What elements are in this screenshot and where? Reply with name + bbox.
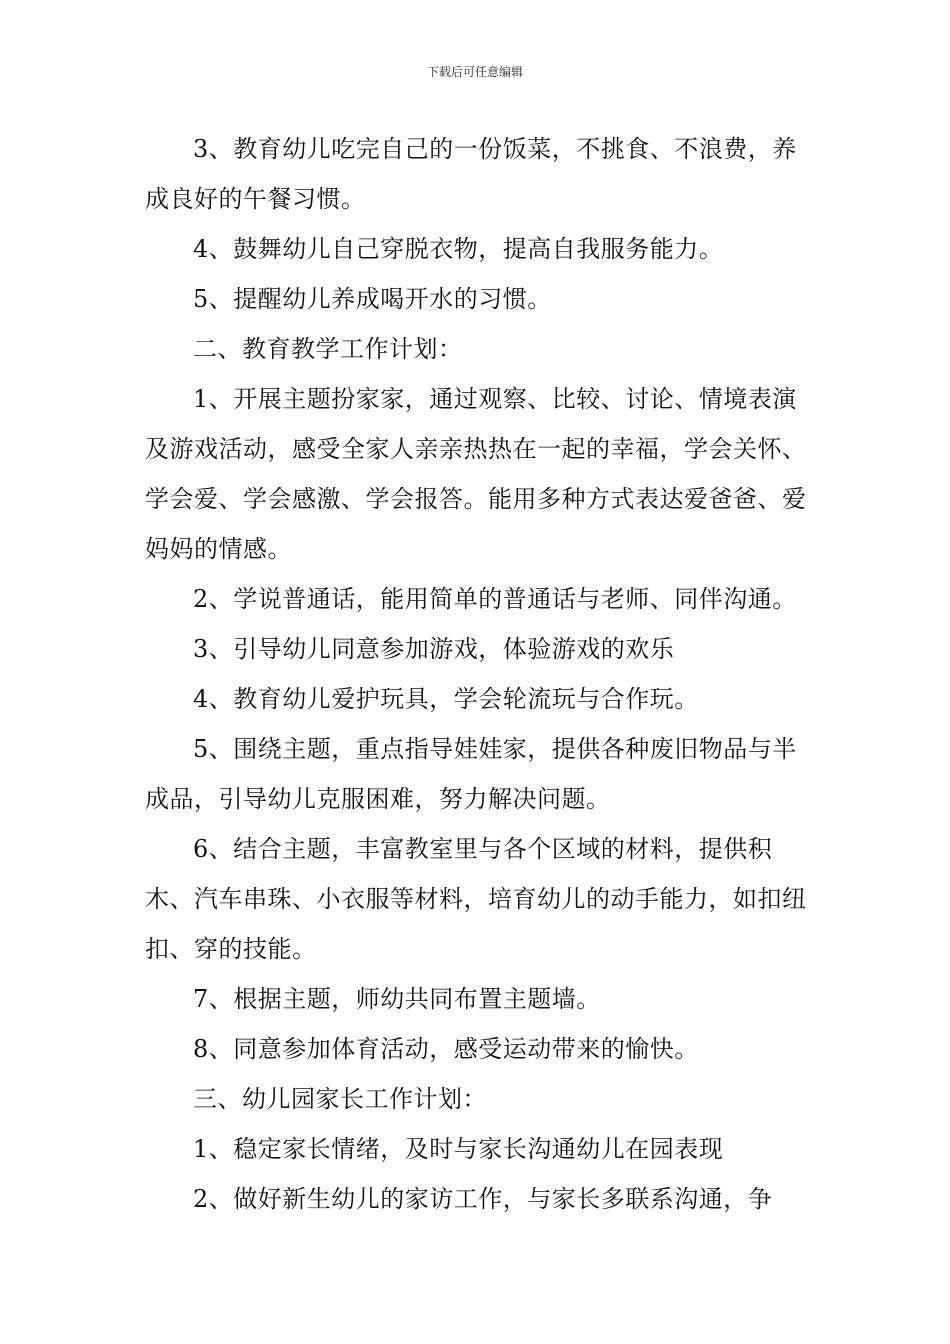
paragraph: 1、稳定家长情绪，及时与家长沟通幼儿在园表现 — [193, 1135, 724, 1163]
document-body — [145, 124, 815, 1224]
section-heading: 三、幼儿园家长工作计划： — [193, 1085, 487, 1113]
paragraph: 2、做好新生幼儿的家访工作，与家长多联系沟通，争 — [193, 1185, 773, 1213]
paragraph: 8、同意参加体育活动，感受运动带来的愉快。 — [193, 1035, 699, 1063]
paragraph: 7、根据主题，师幼共同布置主题墙。 — [193, 985, 601, 1013]
paragraph: 6、结合主题，丰富教室里与各个区域的材料，提供积木、汽车串珠、小衣服等材料，培育幼儿的动手能力，如扣纽扣、穿的技能。 — [145, 835, 807, 963]
paragraph: 2、学说普通话，能用简单的普通话与老师、同伴沟通。 — [193, 585, 797, 613]
paragraph: 5、提醒幼儿养成喝开水的习惯。 — [193, 285, 552, 313]
paragraph: 4、教育幼儿爱护玩具，学会轮流玩与合作玩。 — [193, 685, 699, 713]
page-header: 下载后可任意编辑 — [426, 65, 523, 79]
paragraph: 3、教育幼儿吃完自己的一份饭菜，不挑食、不浪费，养成良好的午餐习惯。 — [145, 135, 797, 213]
paragraph: 3、引导幼儿同意参加游戏，体验游戏的欢乐 — [193, 635, 675, 663]
section-heading: 二、教育教学工作计划： — [193, 335, 463, 363]
paragraph: 4、鼓舞幼儿自己穿脱衣物，提高自我服务能力。 — [193, 235, 724, 263]
paragraph: 1、开展主题扮家家，通过观察、比较、讨论、情境表演及游戏活动，感受全家人亲亲热热在一起的幸福，学会关怀、学会爱、学会感激、学会报答。能用多种方式表达爱爸爸、爱妈妈的情感。 — [145, 385, 807, 563]
paragraph: 5、围绕主题，重点指导娃娃家，提供各种废旧物品与半成品，引导幼儿克服困难，努力解决问题。 — [145, 735, 797, 813]
